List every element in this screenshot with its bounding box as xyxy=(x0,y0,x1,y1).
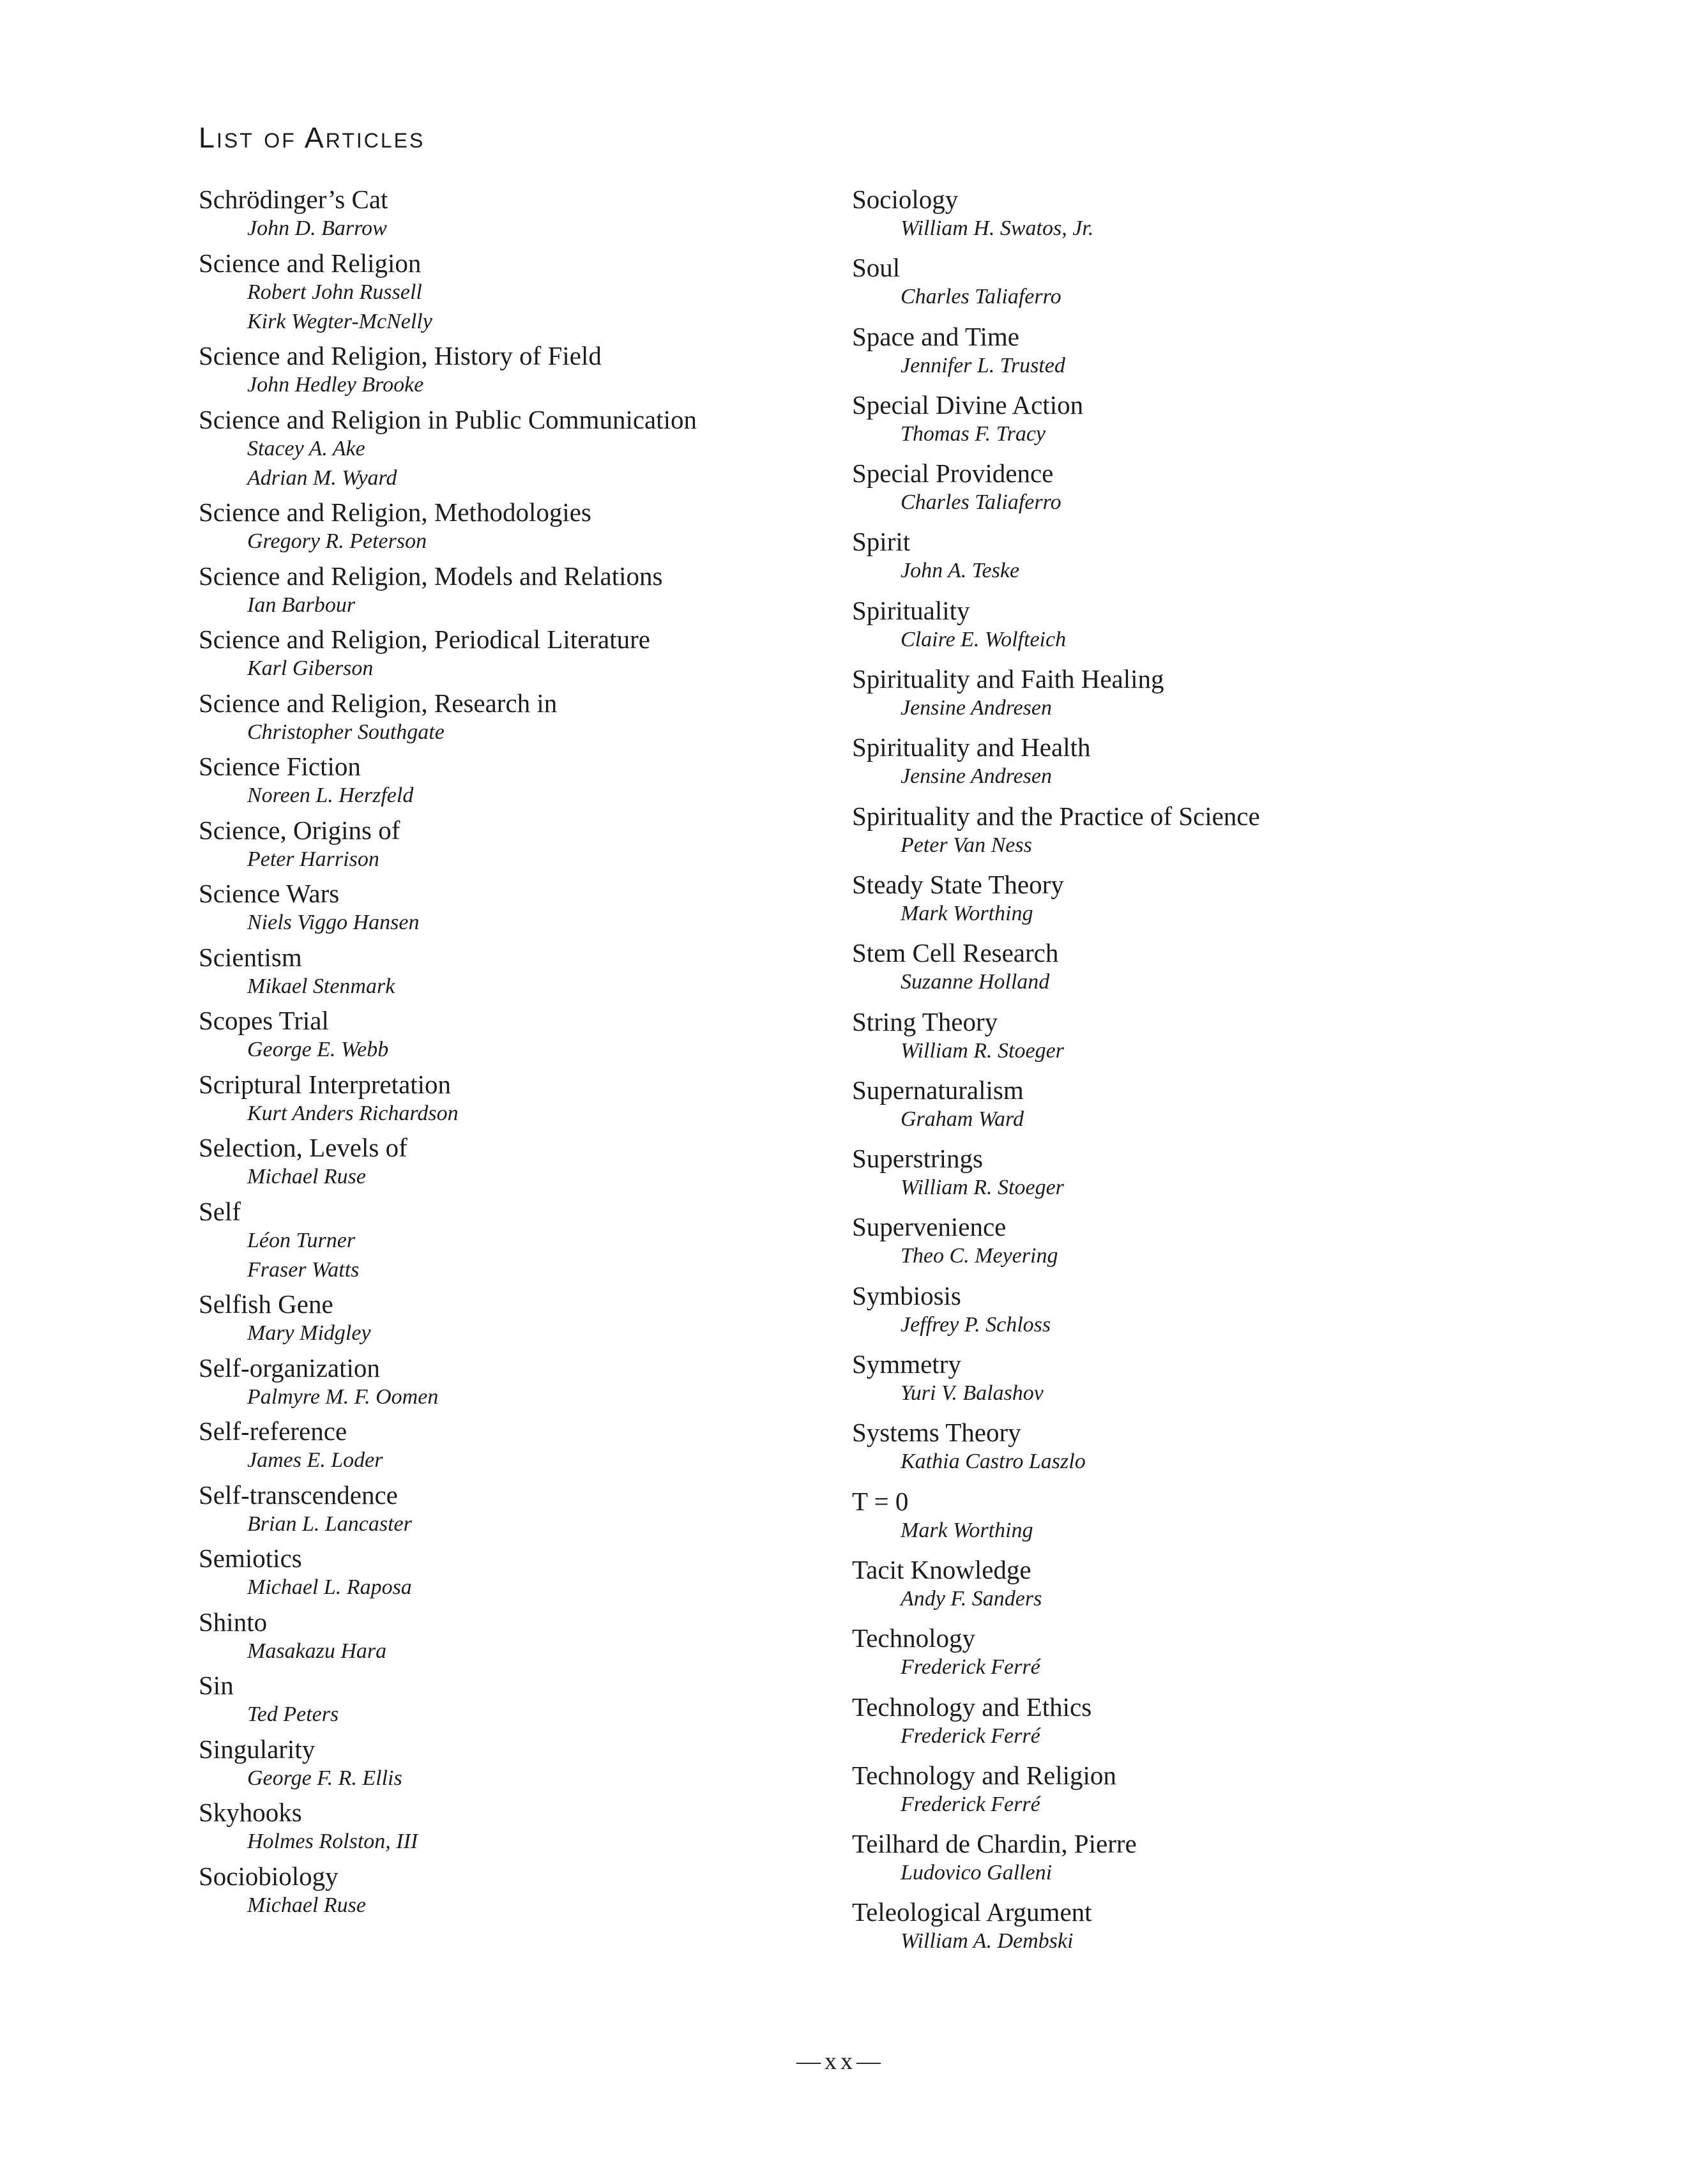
article-author: Mikael Stenmark xyxy=(247,974,395,998)
article-title: Special Providence xyxy=(852,459,1054,489)
article-title: Schrödinger’s Cat xyxy=(199,185,388,214)
article-entry xyxy=(199,405,837,493)
article-title: Science and Religion, Research in xyxy=(199,688,558,718)
article-title: String Theory xyxy=(852,1006,998,1036)
article-author: Palmyre M. F. Oomen xyxy=(247,1384,439,1409)
article-entry xyxy=(852,253,1491,312)
article-entry xyxy=(852,1487,1491,1545)
article-title: Sociology xyxy=(852,185,959,214)
article-entry xyxy=(199,561,837,620)
article-title: Spirituality and the Practice of Science xyxy=(852,801,1260,831)
article-entry xyxy=(852,664,1491,723)
right-column xyxy=(852,185,1491,1966)
article-entry xyxy=(852,1623,1491,1682)
article-author: William A. Dembski xyxy=(901,1929,1074,1953)
article-author: Karl Giberson xyxy=(247,656,374,680)
article-author: William H. Swatos, Jr. xyxy=(901,216,1094,240)
article-entry xyxy=(852,1555,1491,1614)
article-entry xyxy=(199,1480,837,1539)
article-title: Selection, Levels of xyxy=(199,1133,407,1162)
article-entry xyxy=(199,1671,837,1729)
article-author: Suzanne Holland xyxy=(901,970,1050,994)
article-entry xyxy=(852,459,1491,517)
article-author: Ludovico Galleni xyxy=(901,1861,1053,1885)
article-author: James E. Loder xyxy=(247,1448,383,1472)
article-author: Gregory R. Peterson xyxy=(247,529,427,553)
article-author: Michael Ruse xyxy=(247,1165,366,1188)
article-entry xyxy=(852,390,1491,449)
article-author: Stacey A. Ake xyxy=(247,436,365,460)
article-title: Science, Origins of xyxy=(199,815,400,845)
article-title: Shinto xyxy=(199,1607,268,1637)
article-author: Peter Van Ness xyxy=(901,833,1032,857)
article-author: Noreen L. Herzfeld xyxy=(247,784,414,807)
article-title: Science and Religion, Periodical Literature xyxy=(199,625,650,654)
article-author: Jennifer L. Trusted xyxy=(901,353,1065,377)
article-title: Superstrings xyxy=(852,1144,983,1174)
article-title: Systems Theory xyxy=(852,1418,1021,1448)
article-author: Frederick Ferré xyxy=(901,1724,1040,1748)
article-title: Supernaturalism xyxy=(852,1075,1024,1105)
article-author: Frederick Ferré xyxy=(901,1792,1040,1816)
article-author: Robert John Russell xyxy=(247,280,422,304)
article-author: William R. Stoeger xyxy=(901,1038,1064,1063)
article-entry xyxy=(852,1829,1491,1888)
article-title: Skyhooks xyxy=(199,1798,302,1827)
article-entry xyxy=(852,1349,1491,1408)
article-title: Teilhard de Chardin, Pierre xyxy=(852,1829,1137,1859)
article-entry xyxy=(852,1007,1491,1066)
article-title: Sociobiology xyxy=(199,1861,338,1891)
article-entry xyxy=(199,1353,837,1412)
article-author: Jensine Andresen xyxy=(901,696,1052,720)
article-entry xyxy=(852,1761,1491,1819)
article-entry xyxy=(852,596,1491,655)
article-title: Self xyxy=(199,1196,241,1226)
article-author: Kathia Castro Laszlo xyxy=(901,1450,1086,1474)
article-author: Kirk Wegter-McNelly xyxy=(247,309,432,333)
article-entry xyxy=(199,341,837,400)
article-title: Technology and Ethics xyxy=(852,1692,1092,1722)
article-author: Léon Turner xyxy=(247,1228,356,1252)
article-entry xyxy=(199,185,837,243)
article-author: William R. Stoeger xyxy=(901,1176,1064,1200)
article-title: Technology xyxy=(852,1623,975,1653)
article-author: Michael L. Raposa xyxy=(247,1575,412,1599)
article-author: Claire E. Wolfteich xyxy=(901,627,1067,651)
article-title: Stem Cell Research xyxy=(852,938,1059,968)
article-title: Spirit xyxy=(852,527,911,557)
page-number: —xx— xyxy=(796,2048,885,2075)
article-entry xyxy=(199,879,837,937)
article-title: Science Wars xyxy=(199,879,340,908)
article-entry xyxy=(199,752,837,810)
article-author: Ian Barbour xyxy=(247,593,356,617)
article-entry xyxy=(199,1798,837,1856)
article-entry xyxy=(199,943,837,1001)
article-title: Tacit Knowledge xyxy=(852,1554,1031,1584)
article-title: Semiotics xyxy=(199,1543,302,1573)
article-entry xyxy=(852,870,1491,929)
article-title: Supervenience xyxy=(852,1212,1007,1242)
article-author: George E. Webb xyxy=(247,1038,389,1061)
article-entry xyxy=(852,1075,1491,1134)
article-entry xyxy=(852,1692,1491,1751)
article-entry xyxy=(852,938,1491,997)
article-title: Technology and Religion xyxy=(852,1760,1116,1790)
article-entry xyxy=(199,1543,837,1602)
article-author: Charles Taliaferro xyxy=(901,490,1061,515)
article-entry xyxy=(852,1144,1491,1202)
article-author: Graham Ward xyxy=(901,1107,1024,1131)
article-title: Singularity xyxy=(199,1734,316,1764)
article-author: Peter Harrison xyxy=(247,847,379,871)
article-title: Science and Religion in Public Communication xyxy=(199,404,697,434)
article-author: Andy F. Sanders xyxy=(901,1586,1042,1611)
article-author: Mary Midgley xyxy=(247,1321,371,1345)
article-entry xyxy=(199,1133,837,1192)
article-author: Yuri V. Balashov xyxy=(901,1381,1044,1406)
article-author: Christopher Southgate xyxy=(247,720,445,744)
article-title: Spirituality and Faith Healing xyxy=(852,664,1164,694)
article-author: John D. Barrow xyxy=(247,216,387,240)
article-title: Space and Time xyxy=(852,321,1019,351)
article-title: Science Fiction xyxy=(199,752,361,781)
article-title: Selfish Gene xyxy=(199,1289,333,1319)
article-entry xyxy=(199,248,837,337)
article-author: Mark Worthing xyxy=(901,901,1033,925)
article-title: Soul xyxy=(852,253,901,283)
article-entry xyxy=(199,1416,837,1475)
article-title: Symmetry xyxy=(852,1349,961,1379)
article-entry xyxy=(852,1897,1491,1956)
article-entry xyxy=(199,1289,837,1348)
article-entry xyxy=(852,322,1491,381)
article-entry xyxy=(852,1418,1491,1476)
article-author: Mark Worthing xyxy=(901,1518,1033,1542)
article-author: Michael Ruse xyxy=(247,1893,366,1917)
article-entry xyxy=(199,1070,837,1128)
article-title: Self-transcendence xyxy=(199,1480,398,1510)
page-header: List of Articles xyxy=(199,121,425,154)
article-author: Thomas F. Tracy xyxy=(901,421,1046,446)
article-title: Science and Religion, Models and Relations xyxy=(199,561,663,591)
article-entry xyxy=(199,1607,837,1666)
article-entry xyxy=(199,1734,837,1793)
article-author: Charles Taliaferro xyxy=(901,285,1061,309)
article-title: Spirituality xyxy=(852,595,970,625)
article-author: Jeffrey P. Schloss xyxy=(901,1312,1051,1337)
article-entry xyxy=(852,732,1491,791)
article-entry xyxy=(199,688,837,747)
article-entry xyxy=(199,1862,837,1920)
article-author: Jensine Andresen xyxy=(901,764,1052,789)
article-author: Masakazu Hara xyxy=(247,1639,387,1663)
article-author: Kurt Anders Richardson xyxy=(247,1101,459,1125)
article-title: Science and Religion, Methodologies xyxy=(199,497,591,527)
article-author: John A. Teske xyxy=(901,559,1020,583)
article-entry xyxy=(199,1006,837,1065)
article-entry xyxy=(199,497,837,556)
article-entry xyxy=(199,1197,837,1285)
article-title: Scriptural Interpretation xyxy=(199,1069,452,1099)
article-title: T = 0 xyxy=(852,1486,909,1516)
article-title: Science and Religion xyxy=(199,248,422,278)
article-title: Symbiosis xyxy=(852,1280,961,1310)
article-entry xyxy=(852,801,1491,860)
article-entry xyxy=(199,815,837,874)
article-entry xyxy=(852,1281,1491,1340)
article-author: Frederick Ferré xyxy=(901,1655,1040,1680)
article-entry xyxy=(199,625,837,683)
article-entry xyxy=(852,185,1491,243)
article-author: Ted Peters xyxy=(247,1702,339,1726)
article-title: Self-organization xyxy=(199,1353,380,1383)
article-author: Theo C. Meyering xyxy=(901,1244,1058,1268)
article-author: Niels Viggo Hansen xyxy=(247,911,420,934)
article-title: Self-reference xyxy=(199,1416,347,1446)
article-title: Science and Religion, History of Field xyxy=(199,341,602,370)
article-title: Teleological Argument xyxy=(852,1897,1092,1927)
article-author: George F. R. Ellis xyxy=(247,1766,402,1790)
article-author: Adrian M. Wyard xyxy=(247,466,397,490)
article-title: Steady State Theory xyxy=(852,869,1064,899)
article-title: Scopes Trial xyxy=(199,1006,329,1035)
article-author: Brian L. Lancaster xyxy=(247,1512,412,1536)
article-author: Holmes Rolston, III xyxy=(247,1830,418,1853)
article-entry xyxy=(852,1212,1491,1271)
article-title: Spirituality and Health xyxy=(852,732,1091,762)
article-title: Special Divine Action xyxy=(852,390,1084,420)
article-title: Scientism xyxy=(199,942,302,972)
left-column xyxy=(199,185,837,1925)
article-title: Sin xyxy=(199,1671,234,1700)
article-entry xyxy=(852,527,1491,586)
article-author: John Hedley Brooke xyxy=(247,373,424,397)
article-author: Fraser Watts xyxy=(247,1257,360,1282)
